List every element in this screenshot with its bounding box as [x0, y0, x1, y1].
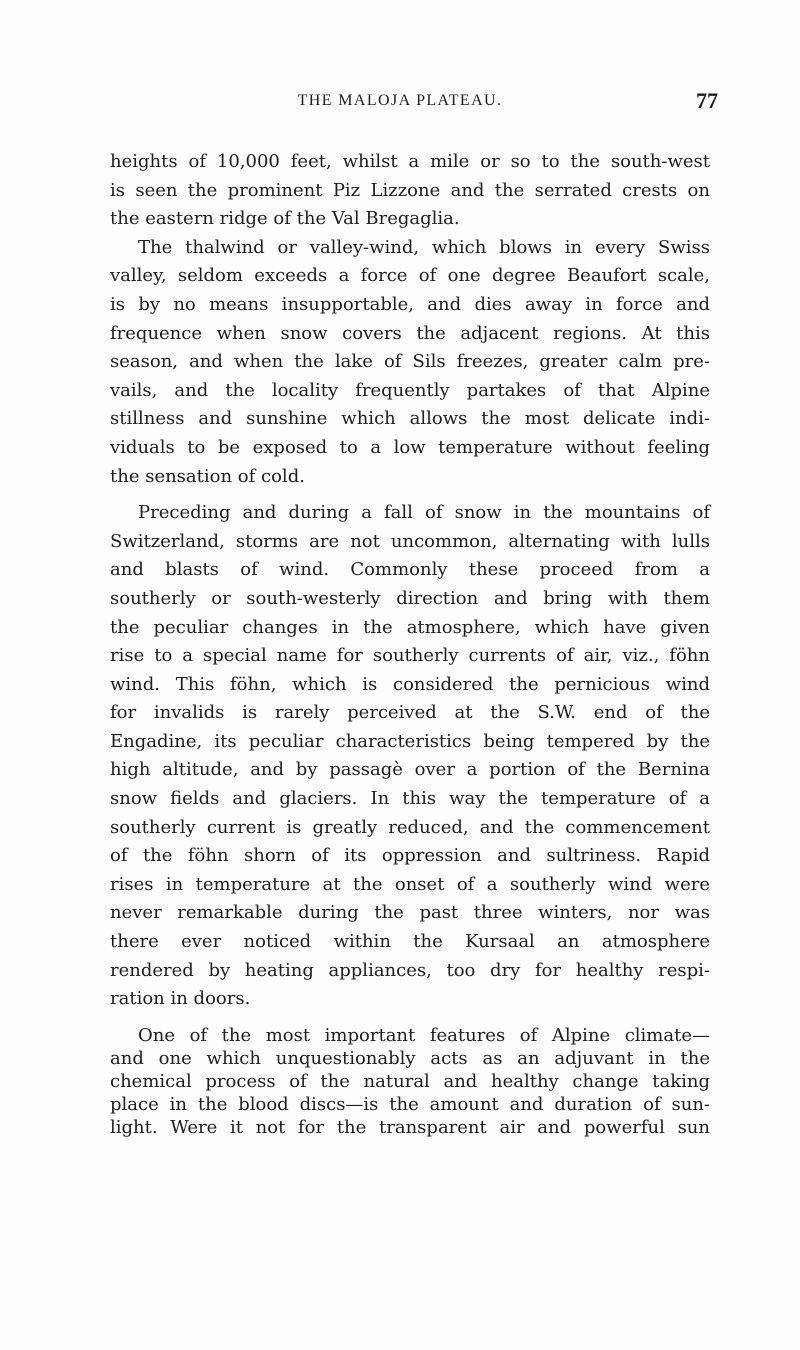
text-line: ration in doors. — [110, 988, 251, 1010]
text-line: and one which unquestionably acts as an adjuvant in the — [110, 1047, 710, 1069]
text-line: vails, and the locality frequently partakes of that Alpine — [110, 379, 710, 401]
text-line: there ever noticed within the Kursaal an atmosphere — [110, 931, 710, 953]
text-line: the peculiar changes in the atmosphere, which have given — [110, 616, 710, 638]
text-line: Preceding and during a fall of snow in the mountains of — [138, 502, 710, 524]
text-line: for invalids is rarely perceived at the S.W. end of the — [110, 702, 710, 724]
text-line: stillness and sunshine which allows the most delicate indi- — [110, 408, 710, 430]
text-line: chemical process of the natural and healthy change taking — [110, 1070, 710, 1092]
text-line: southerly current is greatly reduced, and the commencement — [110, 816, 710, 838]
text-line: season, and when the lake of Sils freezes, greater calm pre- — [110, 351, 710, 373]
text-line: southerly or south-westerly direction and bring with them — [110, 587, 710, 609]
text-line: is seen the prominent Piz Lizzone and the serrated crests on — [110, 179, 710, 201]
text-line: valley, seldom exceeds a force of one degree Beaufort scale, — [110, 265, 710, 287]
text-line: high altitude, and by passagè over a portion of the Bernina — [110, 759, 710, 781]
text-line: rendered by heating appliances, too dry for healthy respi- — [110, 959, 710, 981]
text-line: never remarkable during the past three winters, nor was — [110, 902, 710, 924]
text-line: of the föhn shorn of its oppression and sultriness. Rapid — [110, 845, 710, 867]
text-line: light. Were it not for the transparent air and powerful sun — [110, 1116, 710, 1138]
paragraph — [110, 148, 710, 234]
text-line: Switzerland, storms are not uncommon, alternating with lulls — [110, 530, 710, 552]
paragraph — [110, 234, 710, 491]
text-line: rises in temperature at the onset of a southerly wind were — [110, 873, 710, 895]
text-line: heights of 10,000 feet, whilst a mile or so to the south-west — [110, 151, 710, 172]
text-line: wind. This föhn, which is considered the pernicious wind — [110, 673, 710, 695]
text-line: frequence when snow covers the adjacent regions. At this — [110, 322, 710, 344]
text-line: the sensation of cold. — [110, 465, 305, 487]
text-line: Engadine, its peculiar characteristics being tempered by the — [110, 730, 710, 752]
text-line: viduals to be exposed to a low temperature without feeling — [110, 436, 710, 458]
text-line: and blasts of wind. Commonly these proceed from a — [110, 559, 710, 581]
running-head — [0, 88, 800, 122]
text-line: the eastern ridge of the Val Bregaglia. — [110, 208, 460, 230]
text-line: rise to a special name for southerly currents of air, viz., föhn — [110, 645, 710, 667]
text-line: The thalwind or valley-wind, which blows in every Swiss — [138, 236, 710, 258]
text-line: place in the blood discs—is the amount and duration of sun- — [110, 1093, 710, 1115]
text-line: snow fields and glaciers. In this way the temperature of a — [110, 788, 710, 810]
text-line: is by no means insupportable, and dies away in force and — [110, 293, 710, 315]
page-number: 77 — [696, 88, 718, 113]
paragraph — [110, 499, 710, 1014]
paragraph — [110, 1024, 710, 1139]
body-text — [110, 148, 710, 1139]
text-line: One of the most important features of Alpine climate— — [138, 1024, 710, 1046]
running-title: THE MALOJA PLATEAU. — [297, 92, 503, 109]
